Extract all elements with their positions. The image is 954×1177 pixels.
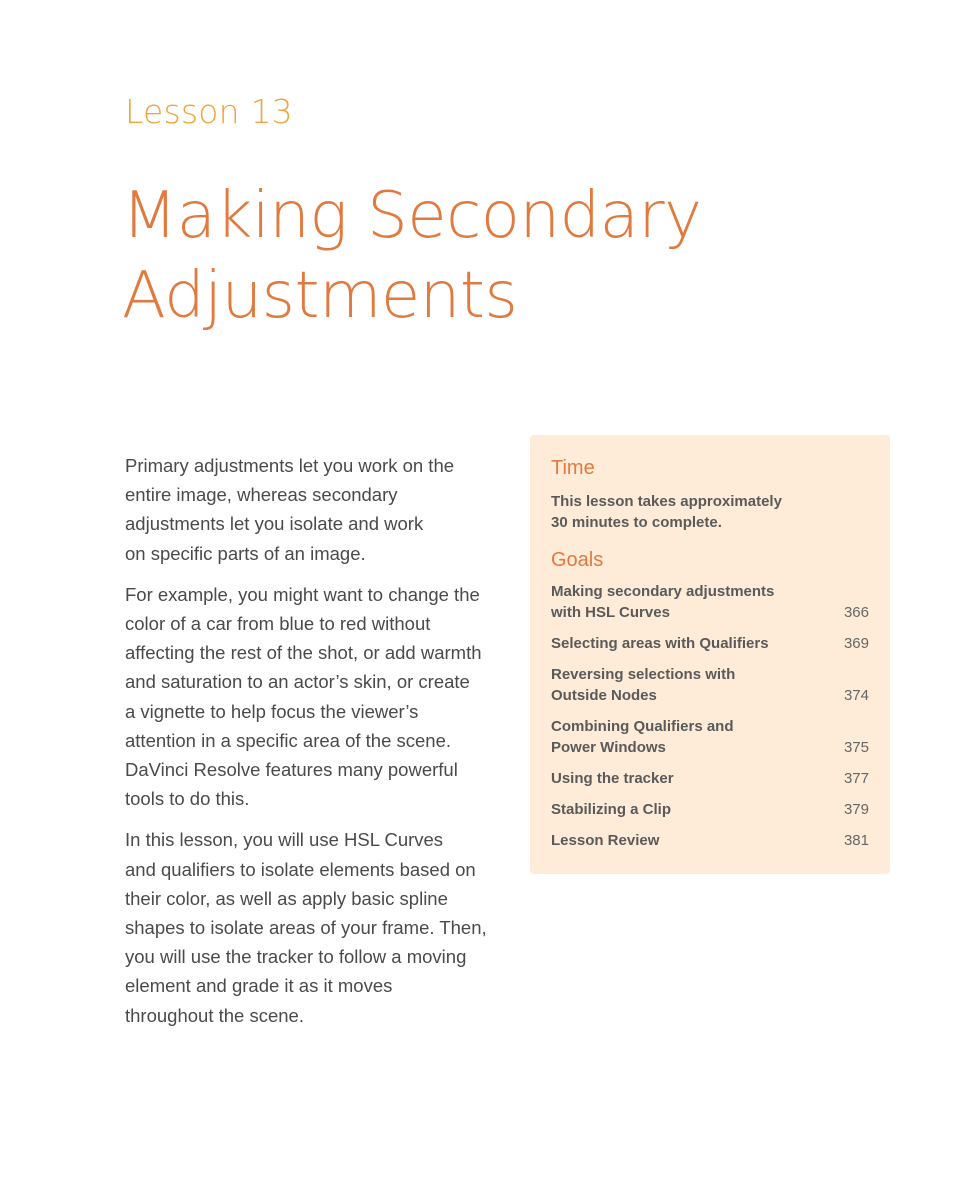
text-line: For example, you might want to change the (125, 583, 480, 605)
lesson-sidebar (530, 435, 890, 874)
text-line: shapes to isolate areas of your frame. Then, (125, 917, 487, 939)
text-line: their color, as well as apply basic spline (125, 887, 448, 909)
text-line: Outside Nodes (551, 687, 657, 704)
text-line: DaVinci Resolve features many powerful (125, 759, 458, 781)
goal-page-number: 366 (843, 604, 869, 621)
goal-page-number: 375 (843, 739, 869, 756)
text-line: Power Windows (551, 739, 666, 756)
goal-label (551, 716, 734, 758)
goal-label (551, 664, 735, 706)
text-line: on specific parts of an image. (125, 542, 366, 564)
text-line: Primary adjustments let you work on the (125, 455, 455, 476)
text-line: element and grade it as it moves (125, 975, 393, 997)
goal-label (551, 799, 671, 820)
intro-paragraph (125, 825, 515, 1029)
text-line: Reversing selections with (551, 666, 736, 683)
goals-list (551, 581, 869, 851)
text-line: Making secondary adjustments (551, 583, 775, 600)
goal-item (551, 664, 869, 706)
text-line: tools to do this. (125, 788, 250, 810)
text-line: 30 minutes to complete. (551, 514, 722, 531)
text-line: you will use the tracker to follow a moving (125, 946, 467, 968)
goal-page-number: 369 (843, 635, 869, 652)
text-line: This lesson takes approximately (551, 493, 782, 510)
goal-page-number: 377 (843, 770, 869, 787)
goal-label (551, 581, 774, 623)
goal-page-number: 374 (843, 687, 869, 704)
goal-item (551, 633, 869, 654)
goal-page-number: 379 (843, 801, 869, 818)
text-line: entire image, whereas secondary (125, 484, 398, 506)
text-line: color of a car from blue to red without (125, 613, 431, 635)
goal-item (551, 716, 869, 758)
intro-paragraph (125, 580, 515, 814)
text-line: Combining Qualifiers and (551, 718, 734, 735)
text-line: with HSL Curves (551, 604, 670, 621)
text-line: Stabilizing a Clip (551, 801, 672, 818)
goal-item (551, 830, 869, 851)
time-heading: Time (551, 457, 595, 479)
text-line: In this lesson, you will use HSL Curves (125, 829, 444, 851)
goals-heading: Goals (551, 549, 604, 571)
lesson-number: Lesson 13 (125, 92, 293, 131)
goal-label (551, 768, 674, 789)
goal-item (551, 799, 869, 820)
text-line: Using the tracker (551, 770, 674, 787)
text-line: throughout the scene. (125, 1004, 304, 1026)
goal-page-number: 381 (843, 832, 869, 849)
goal-label (551, 633, 769, 654)
goal-label (551, 830, 659, 851)
text-line: adjustments let you isolate and work (125, 513, 424, 535)
text-line: and saturation to an actor’s skin, or create (125, 671, 470, 693)
intro-paragraph (125, 451, 515, 568)
title-line: Adjustments (122, 259, 518, 333)
text-line: attention in a specific area of the scene. (125, 729, 452, 751)
intro-text (125, 451, 515, 1042)
text-line: and qualifiers to isolate elements based on (125, 858, 476, 880)
text-line: Selecting areas with Qualifiers (551, 635, 769, 652)
page-title (122, 176, 702, 336)
text-line: a vignette to help focus the viewer’s (125, 700, 419, 722)
text-line: affecting the rest of the shot, or add warmth (125, 642, 482, 664)
text-line: Lesson Review (551, 832, 660, 849)
time-description (551, 491, 869, 533)
goal-item (551, 768, 869, 789)
goal-item (551, 581, 869, 623)
title-line: Making Secondary (122, 179, 702, 253)
